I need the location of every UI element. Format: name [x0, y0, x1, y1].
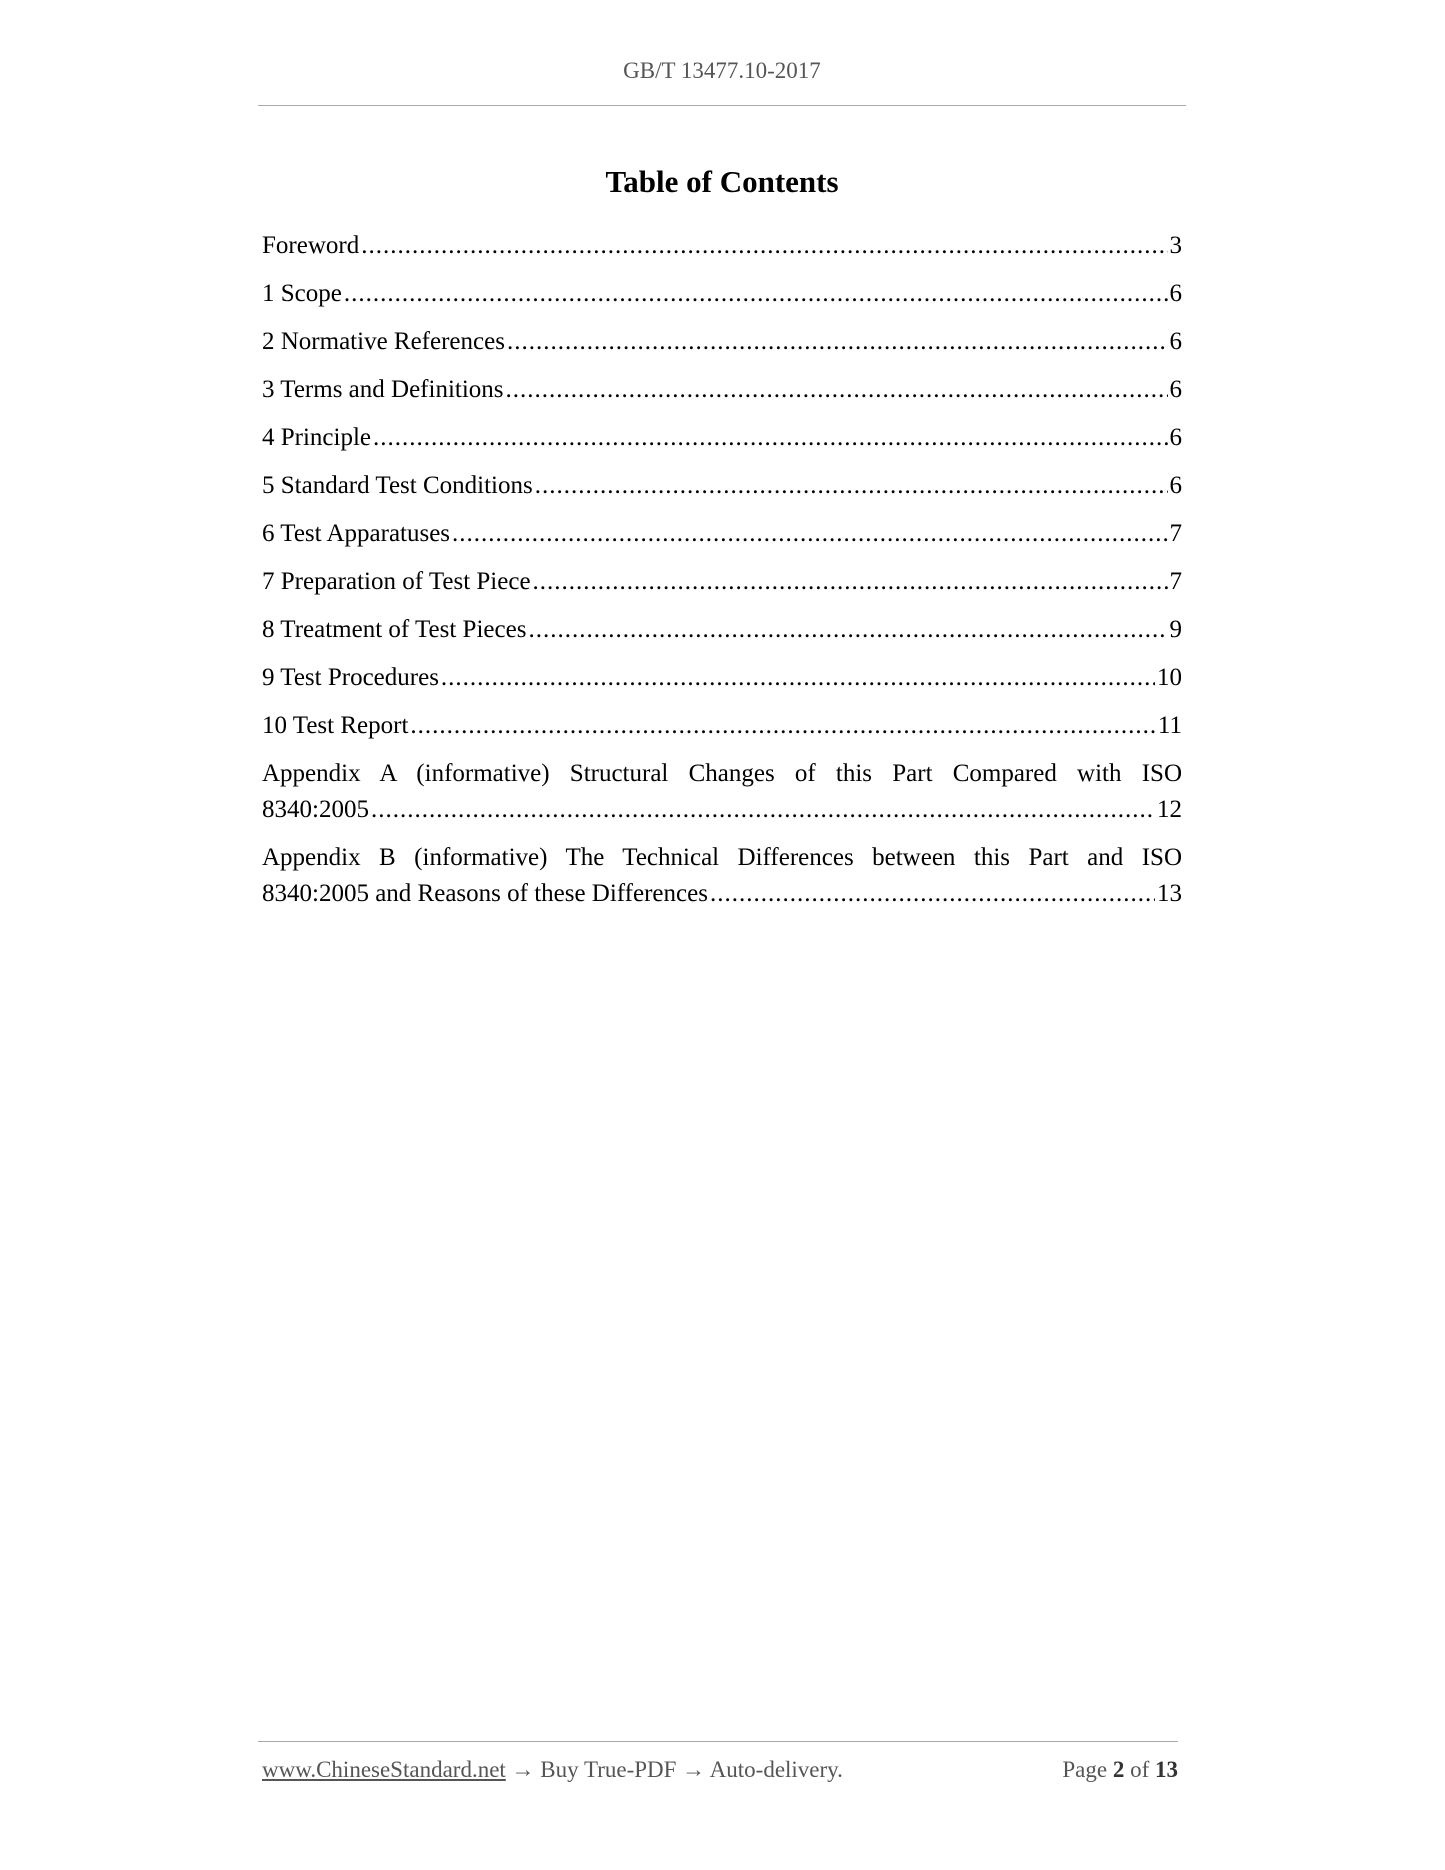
- toc-leader-dots: [361, 228, 1167, 264]
- toc-entry-label: Foreword: [262, 232, 360, 259]
- website-link[interactable]: www.ChineseStandard.net: [262, 1757, 506, 1782]
- toc-page-number: 7: [1169, 520, 1182, 547]
- toc-entry-preparation-test-piece[interactable]: [262, 564, 1182, 600]
- toc-entry-normative-references[interactable]: [262, 324, 1182, 360]
- toc-entry-test-report[interactable]: [262, 708, 1182, 744]
- toc-entry-label: Appendix A (informative) Structural Changes of this Part Compared with ISO: [262, 760, 1182, 787]
- toc-leader-dots: [441, 660, 1155, 696]
- toc-entry-foreword[interactable]: [262, 228, 1182, 264]
- toc-entry-label: 3 Terms and Definitions: [262, 376, 504, 403]
- toc-entry-treatment-test-pieces[interactable]: [262, 612, 1182, 648]
- toc-page-number: 9: [1169, 616, 1182, 643]
- toc-page-number: 11: [1157, 712, 1182, 739]
- page-label: Page: [1062, 1757, 1108, 1782]
- footer-promo: [262, 1757, 843, 1783]
- page-current: 2: [1112, 1757, 1125, 1782]
- toc-entry-label: 1 Scope: [262, 280, 342, 307]
- running-header: GB/T 13477.10-2017: [623, 58, 821, 83]
- toc-entry-terms-definitions[interactable]: [262, 372, 1182, 408]
- toc-entry-continuation: [262, 792, 1182, 828]
- toc-page-number: 6: [1169, 280, 1182, 307]
- toc-leader-dots: [373, 420, 1167, 456]
- toc-leader-dots: [507, 324, 1168, 360]
- toc-entry-label: 7 Preparation of Test Piece: [262, 568, 531, 595]
- page-indicator: [1062, 1757, 1178, 1783]
- toc-entry-label: 6 Test Apparatuses: [262, 520, 451, 547]
- toc-entry-test-apparatuses[interactable]: [262, 516, 1182, 552]
- toc-entry-label: 2 Normative References: [262, 328, 505, 355]
- toc-leader-dots: [452, 516, 1167, 552]
- toc-list: [262, 228, 1182, 924]
- toc-entry-label: 8 Treatment of Test Pieces: [262, 616, 527, 643]
- page-footer: [262, 1757, 1178, 1783]
- toc-entry-label-continued: 8340:2005 and Reasons of these Differences: [262, 880, 708, 907]
- page-of: of: [1130, 1757, 1150, 1782]
- toc-leader-dots: [528, 612, 1167, 648]
- toc-entry-label: 10 Test Report: [262, 712, 409, 739]
- toc-page-number: 6: [1169, 376, 1182, 403]
- toc-page-number: 13: [1157, 880, 1182, 907]
- toc-page-number: 6: [1169, 328, 1182, 355]
- footer-divider: [258, 1741, 1178, 1742]
- page-total: 13: [1155, 1757, 1178, 1782]
- toc-leader-dots: [410, 708, 1156, 744]
- toc-leader-dots: [710, 876, 1155, 912]
- toc-entry-standard-test-conditions[interactable]: [262, 468, 1182, 504]
- toc-page-number: 3: [1169, 232, 1182, 259]
- toc-leader-dots: [371, 792, 1155, 828]
- toc-entry-label: 9 Test Procedures: [262, 664, 439, 691]
- toc-page-number: 12: [1157, 796, 1182, 823]
- toc-leader-dots: [533, 564, 1168, 600]
- toc-page-number: 6: [1169, 472, 1182, 499]
- toc-leader-dots: [506, 372, 1168, 408]
- toc-entry-scope[interactable]: [262, 276, 1182, 312]
- toc-entry-label: 5 Standard Test Conditions: [262, 472, 533, 499]
- toc-entry-label-continued: 8340:2005: [262, 796, 369, 823]
- toc-leader-dots: [344, 276, 1168, 312]
- toc-entry-appendix-a[interactable]: [262, 756, 1182, 828]
- toc-entry-test-procedures[interactable]: [262, 660, 1182, 696]
- toc-entry-principle[interactable]: [262, 420, 1182, 456]
- toc-page-number: 6: [1169, 424, 1182, 451]
- toc-page-number: 7: [1169, 568, 1182, 595]
- toc-entry-label: Appendix B (informative) The Technical Differences between this Part and ISO: [262, 844, 1182, 871]
- footer-promo-text: → Buy True-PDF → Auto-delivery.: [505, 1757, 843, 1782]
- toc-entry-appendix-b[interactable]: [262, 840, 1182, 912]
- toc-title: Table of Contents: [605, 164, 839, 199]
- toc-leader-dots: [535, 468, 1168, 504]
- header-divider: [258, 105, 1186, 106]
- toc-page-number: 10: [1157, 664, 1182, 691]
- toc-entry-label: 4 Principle: [262, 424, 372, 451]
- toc-entry-continuation: [262, 876, 1182, 912]
